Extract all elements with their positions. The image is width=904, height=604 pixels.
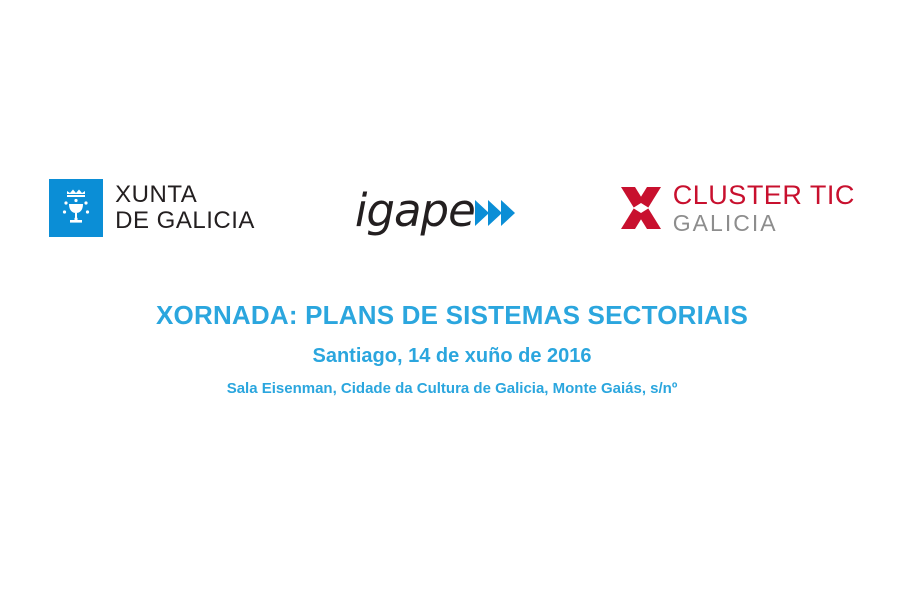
igape-logo [354, 183, 519, 237]
xunta-wordmark-line1: XUNTA [115, 181, 198, 209]
event-date: Santiago, 14 de xuño de 2016 [312, 345, 592, 368]
title-block [0, 300, 904, 397]
cluster-wordmark-line1: CLUSTER TIC [672, 179, 855, 210]
page-title: XORNADA: PLANS DE SISTEMAS SECTORIAIS [156, 300, 748, 330]
cluster-tic-galicia-logo [619, 179, 855, 236]
cluster-wordmark-line2: GALICIA [672, 209, 778, 236]
event-venue: Sala Eisenman, Cidade da Cultura de Galicia, Monte Gaiás, s/nº [226, 380, 678, 398]
igape-arrows-icon [475, 198, 519, 228]
cluster-x-icon [619, 185, 663, 231]
xunta-chalice-icon [49, 179, 103, 237]
igape-wordmark: igape [354, 183, 475, 237]
xunta-de-galicia-logo [49, 179, 255, 237]
xunta-wordmark [115, 182, 255, 234]
logo-row [0, 168, 904, 248]
xunta-wordmark-line2: DE GALICIA [115, 207, 255, 234]
cluster-wordmark [672, 179, 855, 236]
